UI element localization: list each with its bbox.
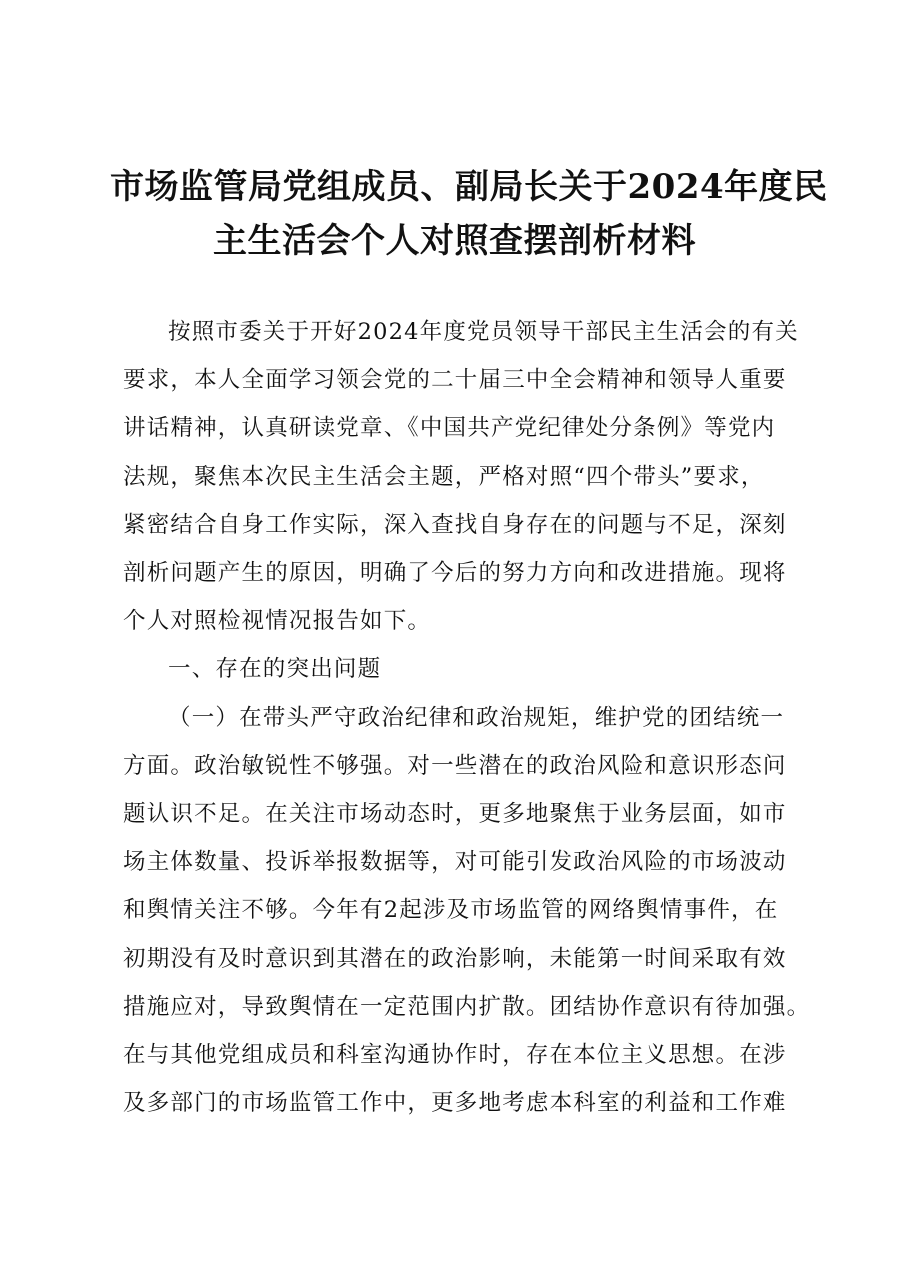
intro-line-4: 法规，聚焦本次民主生活会主题，严格对照“四个带头”要求，: [123, 463, 765, 490]
intro-line-1: 按照市委关于开好2024年度党员领导干部民主生活会的有关: [168, 319, 799, 345]
subsection-line-9: 及多部门的市场监管工作中，更多地考虑本科室的利益和工作难: [123, 1090, 787, 1117]
title-line-2: 主生活会个人对照查摆剖析材料: [213, 221, 696, 261]
intro-line-2: 要求，本人全面学习领会党的二十届三中全会精神和领导人重要: [123, 367, 787, 394]
document-body: [123, 308, 811, 1127]
subsection-line-4: 场主体数量、投诉举报数据等，对可能引发政治风险的市场波动: [123, 849, 787, 876]
title-line-1: 市场监管局党组成员、副局长关于2024年度民: [110, 167, 828, 207]
subsection-line-8: 在与其他党组成员和科室沟通协作时，存在本位主义思想。在涉: [123, 1042, 787, 1069]
intro-line-6: 剖析问题产生的原因，明确了今后的努力方向和改进措施。现将: [123, 560, 787, 587]
intro-line-5: 紧密结合自身工作实际，深入查找自身存在的问题与不足，深刻: [123, 511, 787, 538]
intro-line-7: 个人对照检视情况报告如下。: [123, 608, 432, 635]
subsection-line-5: 和舆情关注不够。今年有2起涉及市场监管的网络舆情事件，在: [123, 897, 779, 924]
subsection-line-6: 初期没有及时意识到其潜在的政治影响，未能第一时间采取有效: [123, 945, 787, 972]
subsection-line-3: 题认识不足。在关注市场动态时，更多地聚焦于业务层面，如市: [123, 801, 787, 828]
section-heading: 一、存在的突出问题: [168, 656, 382, 683]
subsection-line-1: （一）在带头严守政治纪律和政治规矩，维护党的团结统一: [168, 704, 785, 731]
document-title: [110, 160, 828, 268]
subsection-line-7: 措施应对，导致舆情在一定范围内扩散。团结协作意识有待加强。: [123, 993, 811, 1020]
subsection-line-2: 方面。政治敏锐性不够强。对一些潜在的政治风险和意识形态问: [123, 752, 787, 779]
intro-line-3: 讲话精神，认真研读党章、《中国共产党纪律处分条例》等党内: [123, 415, 776, 442]
